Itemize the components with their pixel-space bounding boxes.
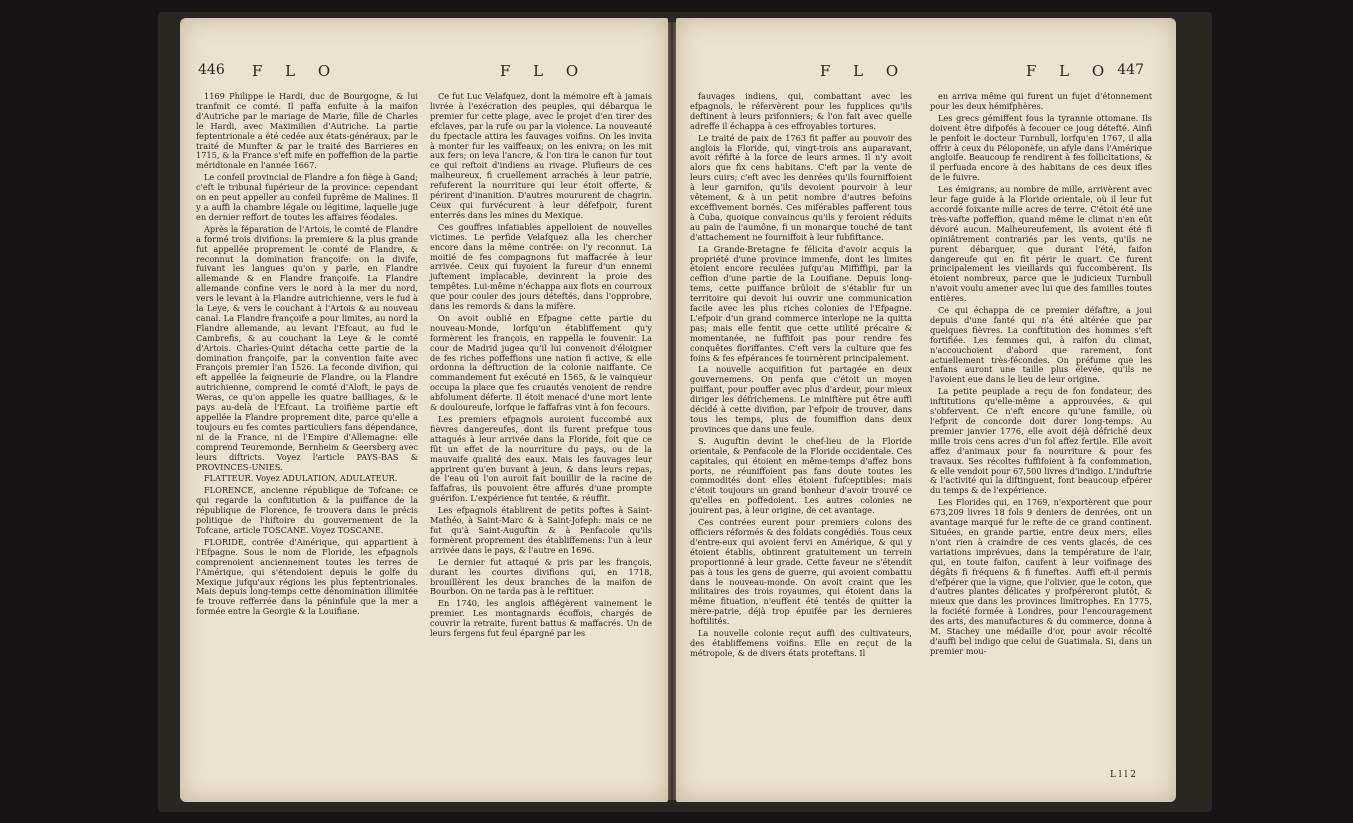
paragraph: La Grande-Bretagne fe félicita d'avoir acquis la propriété d'une province immenfe, dont les limites étoient encore reculées jufqu'au Miffiffipi, par la ceffion d'une partie de la Louifiane. Depuis long-tems, cette puiffance brûloit de s'établir fur un territoire qui devoit lui ouvrir une communication facile avec les plus riches colonies de l'Efpagne. L'efpoir d'un grand commerce interlope ne la quitta pas; mais elle fentit que cette utilité précaire & momentanée, ne fuffifoit pas pour rendre fes conquêtes floriffantes. C'eft vers la culture que fes foins & fes efpérances fe tournèrent principalement. <box>690 243 912 363</box>
paragraph: Ces gouffres infatiables appelloient de nouvelles victimes. Le perfide Velafquez alla les chercher encore dans la même contrée: on l'y reconnut. La moitié de fes compagnons fut maffacrée à leur arrivée. Ceux qui fuyoient la fureur d'un ennemi juftement implacable, devinrent la proie des tempêtes. Lui-même n'échappa aux flots en courroux que pour couler des jours déteftés, dans l'opprobre, dans les remords & dans la mifère. <box>430 221 652 312</box>
paragraph: S. Auguftin devint le chef-lieu de la Floride orientale, & Penfacole de la Floride occidentale. Ces capitales, qui étoient en même-temps d'affez bons ports, ne réuniffoient pas fans doute toutes les commodités dont elles étoient fufceptibles: mais c'étoit toujours un grand bonheur d'avoir trouvé ce qu'elles en poffedoient. Les autres colonies ne jouirent pas, à leur origine, de cet avantage. <box>690 435 912 516</box>
paragraph: Les émigrans, au nombre de mille, arrivèrent avec leur fage guide à la Floride orientale, où il leur fut accordé foixante mille acres de terre. C'étoit été une très-vafte poffeffion, quand même le climat n'en eût dévoré aucun. Malheureufement, ils avoient été fi opiniâtrement contrariés par les vents, qu'ils ne purent débarquer, que durant l'été, faifon dangereufe qui en fit périr le quart. Ce furent principalement les vieillards qui fuccombèrent. Ils étoient nombreux, parce que le judicieux Turnbull n'avoit voulu amener avec lui que des familles toutes entières. <box>930 184 1152 304</box>
text-column-1 <box>196 92 418 619</box>
text-column-2 <box>430 92 652 641</box>
left-page <box>180 18 668 802</box>
page-number: 447 <box>1117 62 1144 78</box>
paragraph: On avoit oublié en Efpagne cette partie du nouveau-Monde, lorfqu'un établiffement qu'y formèrent les françois, en rappella le fouvenir. La cour de Madrid jugea qu'il lui convenoit d'éloigner de fes riches poffeffions une nation fi active, & elle ordonna la deftruction de la colonie naiffante. Ce commandement fut exécuté en 1565, & le vainqueur occupa la place que fes cruautés venoient de rendre abfolument déferte. Il étoit menacé d'une mort lente & douloureufe, lorfque le faffafras vint à fon fecours. <box>430 312 652 413</box>
text-column-1 <box>690 92 912 661</box>
paragraph: Après la féparation de l'Artois, le comté de Flandre a formé trois divifions: la premiere & la plus grande fut appellée proprement le comté de Flandre, & reconnut la domination françoife: on la divife, fuivant les langues qu'on y parle, en Flandre allemande & en Flandre françoife. La Flandre allemande confine vers le nord à la mer du nord, vers le levant à la Flandre autrichienne, vers le fud à la Leye, & vers le couchant à l'Artois & au nouveau canal. La Flandre françoife a pour limites, au nord la Flandre allemande, au levant l'Efcaut, au fud le Cambrefis, & au couchant la Leye & le comté d'Artois. Charles-Quint détacha cette partie de la domination françoife, par la convention faite avec François premier l'an 1526. La feconde divifion, qui eft appellée la feigneurie de Flandre, ou la Flandre autrichienne, comprend le comté d'Aloft, le pays de Weras, ce qu'on appelle les quatre bailliages, & le pays au-delà de l'Efcaut. La troifième partie eft appellée la Flandre proprement dite, parce qu'elle a toujours eu fes comtes particuliers fans dépendance, ni de la France, ni de l'Empire d'Allemagne: elle comprend Teuremonde, Bernheim & Geersberg avec leurs diftricts. Voyez l'article PAYS-BAS & PROVINCES-UNIES. <box>196 223 418 472</box>
running-head: F L O <box>500 62 588 80</box>
paragraph: FLATTEUR. Voyez ADULATION, ADULATEUR. <box>204 473 398 484</box>
paragraph: Les grecs gémiffent fous la tyrannie ottomane. Ils doivent être difpofés à fecouer ce joug détefté. Ainfi le penfoit le docteur Turnbull, lorfqu'en 1767, il alla offrir à ceux du Péloponèfe, un afyle dans l'Amérique angloife. Beaucoup fe rendirent à fes follicitations, & il perfuada encore à des habitans de ces deux ifles de le fuivre. <box>930 112 1152 183</box>
paragraph: En 1740, les anglois affiégèrent vainement le premier. Les montagnards écoffois, chargés de couvrir la retraite, furent battus & maffacrés. Un de leurs fergens fut feul épargné par les <box>430 598 652 639</box>
paragraph: Le traité de paix de 1763 fit paffer au pouvoir des anglois la Floride, qui, vingt-trois ans auparavant, avoit réfifté à la force de leurs armes. Il n'y avoit alors que fix cens habitans. C'eft par la vente de leurs cuirs; c'eft avec les denrées qu'ils fourniffoient à leur garnifon, qu'ils devoient pourvoir à leur vêtement, & à un petit nombre d'autres befoins exceffivement bornés. Ces miférables pafferent tous à Cuba, quoique convaincus qu'ils y feroient réduits au pain de l'aumône, fi un monarque touché de tant d'attachement ne fourniffoit à leur fubfiftance. <box>690 132 912 242</box>
right-page <box>676 18 1176 802</box>
running-head: F L O <box>820 62 908 80</box>
running-head: F L O <box>1026 62 1114 80</box>
paragraph: La nouvelle colonie reçut auffi des cultivateurs, des établiffemens voifins. Elle en reçut de la métropole, & de divers états proteftans. Il <box>690 628 912 658</box>
signature-mark: L l l 2 <box>1109 770 1136 780</box>
paragraph: La petite peuplade a reçu de fon fondateur, des inftitutions qu'elle-même a approuvées, & qui s'obfervent. Ce n'eft encore qu'une famille, où l'efprit de concorde doit durer long-temps. Au premier janvier 1776, elle avoit déjà défriché deux mille trois cens acres d'un fol affez fertile. Elle avoit affez d'animaux pour fa nourriture & pour fes travaux. Ses récoltes fuffifoient à fa confommation, & elle vendoit pour 67,500 livres d'indigo. L'induftrie & l'activité qui la diftinguent, font beaucoup efpérer du temps & de l'expérience. <box>930 386 1152 496</box>
paragraph: 1169 Philippe le Hardi, duc de Bourgogne, & lui tranfmit ce comté. Il paffa enfuite à la maifon d'Autriche par le mariage de Marie, fille de Charles le Hardi, avec Maximilien d'Autriche. La partie feptentrionale a été cedée aux états-généraux, par le traité de Munfter & par le traité des Barrieres en 1715, & la France s'eft mife en poffeffion de la partie méridionale en l'année 1667. <box>196 91 418 171</box>
paragraph: Les efpagnols établirent de petits poftes à Saint-Mathéo, à Saint-Marc & à Saint-Jofeph: mais ce ne fut qu'à Saint-Auguftin & à Penfacole qu'ils formèrent proprement des établiffemens: l'un à leur arrivée dans le pays, & l'autre en 1696. <box>430 505 652 555</box>
paragraph: La nouvelle acquifition fut partagée en deux gouvernemens. On penfa que c'étoit un moyen puiffant, pour pouffer avec plus d'ardeur, pour mieux diriger les défrichemens. Le miniftère put être auffi décidé à cette divifion, par l'efpoir de trouver, dans tous les temps, plus de foumiffion dans deux provinces que dans une feule. <box>690 364 912 434</box>
running-head: F L O <box>252 62 340 80</box>
paragraph: en arriva même qui furent un fujet d'étonnement pour les deux hémifphères. <box>930 91 1152 111</box>
paragraph: FLORIDE, contrée d'Amérique, qui appartient à l'Efpagne. Sous le nom de Floride, les efpagnols comprenoient anciennement toutes les terres de l'Amérique, qui s'étendoient depuis le golfe du Mexique jufqu'aux régions les plus feptentrionales. Mais depuis long-temps cette dénomination illimitée fe trouve refferrée dans la péninfule que la mer a formée entre la Georgie & la Louifiane. <box>196 536 418 617</box>
paragraph: Ce qui échappa de ce premier défaftre, a joui depuis d'une fanté qui n'a été altérée que par quelques fièvres. La conftitution des hommes s'eft fortifiée. Les femmes qui, à raifon du climat, n'accouchoient d'abord que rarement, font actuellement très-fécondes. On préfume que les enfans auront une taille plus élevée, qu'ils ne l'avoient eue dans le lieu de leur origine. <box>930 305 1152 385</box>
paragraph: Les Florides qui, en 1769, n'exportèrent que pour 673,209 livres 18 fols 9 deniers de denrées, ont un avantage marqué fur le refte de ce grand continent. Situées, en grande partie, entre deux mers, elles n'ont rien à craindre de ces vents glacés, de ces variations imprévues, dans la température de l'air, qui, en toute faifon, caufent à leur voifinage des dégâts fi fréquens & fi funeftes. Auffi eft-il permis d'efpérer que la vigne, que l'olivier, que le coton, que d'autres plantes délicates y profpéreront plutôt, & mieux que dans les provinces limitrophes. En 1775, la fociété formée à Londres, pour l'encouragement des arts, des manufactures & du commerce, donna à M. Stachey une médaille d'or, pour avoir récolté d'auffi bel indigo que celui de Guatimala. Si, dans un premier mou- <box>930 497 1152 656</box>
paragraph: Les premiers efpagnols auroient fuccombé aux fièvres dangereufes, dont ils furent prefque tous attaqués à leur arrivée dans la Floride, foit que ce fût un effet de la nourriture du pays, ou de la mauvaife qualité des eaux. Mais les fauvages leur apprirent qu'en buvant à jeun, & dans leurs repas, de l'eau où l'on auroit fait bouillir de la racine de faffafras, ils pouvoient être affurés d'une prompte guérifon. L'expérience fut tentée, & réuffit. <box>430 414 652 504</box>
paragraph: Ce fut Luc Velafquez, dont la mémoire eft à jamais livrée à l'exécration des peuples, qui débarqua le premier fur cette plage, avec le projet d'en tirer des efclaves, par la rufe ou par la violence. La nouveauté du fpectacle attira les fauvages voifins. On les invita à monter fur les vaiffeaux; on les enivra; on les mit aux fers; on leva l'ancre, & l'on tira le canon fur tout ce qui reftoit d'indiens au rivage. Plufieurs de ces malheureux, fi cruellement arrachés à leur patrie, refuferent la nourriture qui leur étoit offerte, & périrent d'inanition. D'autres moururent de chagrin. Ceux qui furvécurent à leur défefpoir, furent enterrés dans les mines du Mexique. <box>430 91 652 220</box>
paragraph: FLORENCE, ancienne république de Tofcane: ce qui regarde la conftitution & la puiffance de la république de Florence, fe trouvera dans le précis politique de l'hiftoire du gouvernement de la Tofcane, article TOSCANE. Voyez TOSCANE. <box>196 485 418 535</box>
paragraph: Le dernier fut attaqué & pris par les françois, durant les courtes divifions qui, en 1718, brouillèrent les deux branches de la maifon de Bourbon. On ne tarda pas à le reftituer. <box>430 556 652 597</box>
paragraph: Le confeil provincial de Flandre a fon fiège à Gand; c'eft le tribunal fupérieur de la province: cependant on en peut appeller au confeil fuprême de Malines. Il y a auffi la chambre légale ou légitime, laquelle juge en dernier reffort de toutes les affaires féodales. <box>196 172 418 222</box>
page-number: 446 <box>198 62 225 78</box>
text-column-2 <box>930 92 1152 659</box>
paragraph: Ces contrées eurent pour premiers colons des officiers réformés & des foldats congédiés. Tous ceux d'entre-eux qui avoient fervi en Amérique, & qui y étoient établis, obtinrent gratuitement un terrein proportionné à leur grade. Cette faveur ne s'étendit pas à tous les gens de guerre, qui avoient combattu dans le nouveau-monde. On avoit craint que les militaires des trois royaumes, qui étoient dans la même fituation, n'euffent été tentés de quitter la mère-patrie, déjà trop épuifée par les dernieres hoftilités. <box>690 517 912 627</box>
paragraph: fauvages indiens, qui, combattant avec les efpagnols, le réfervèrent pour les fupplices qu'ils deftinent à leurs prifonniers; & l'on fait avec quelle adreffe il échappa à ces effroyables tortures. <box>690 91 912 131</box>
